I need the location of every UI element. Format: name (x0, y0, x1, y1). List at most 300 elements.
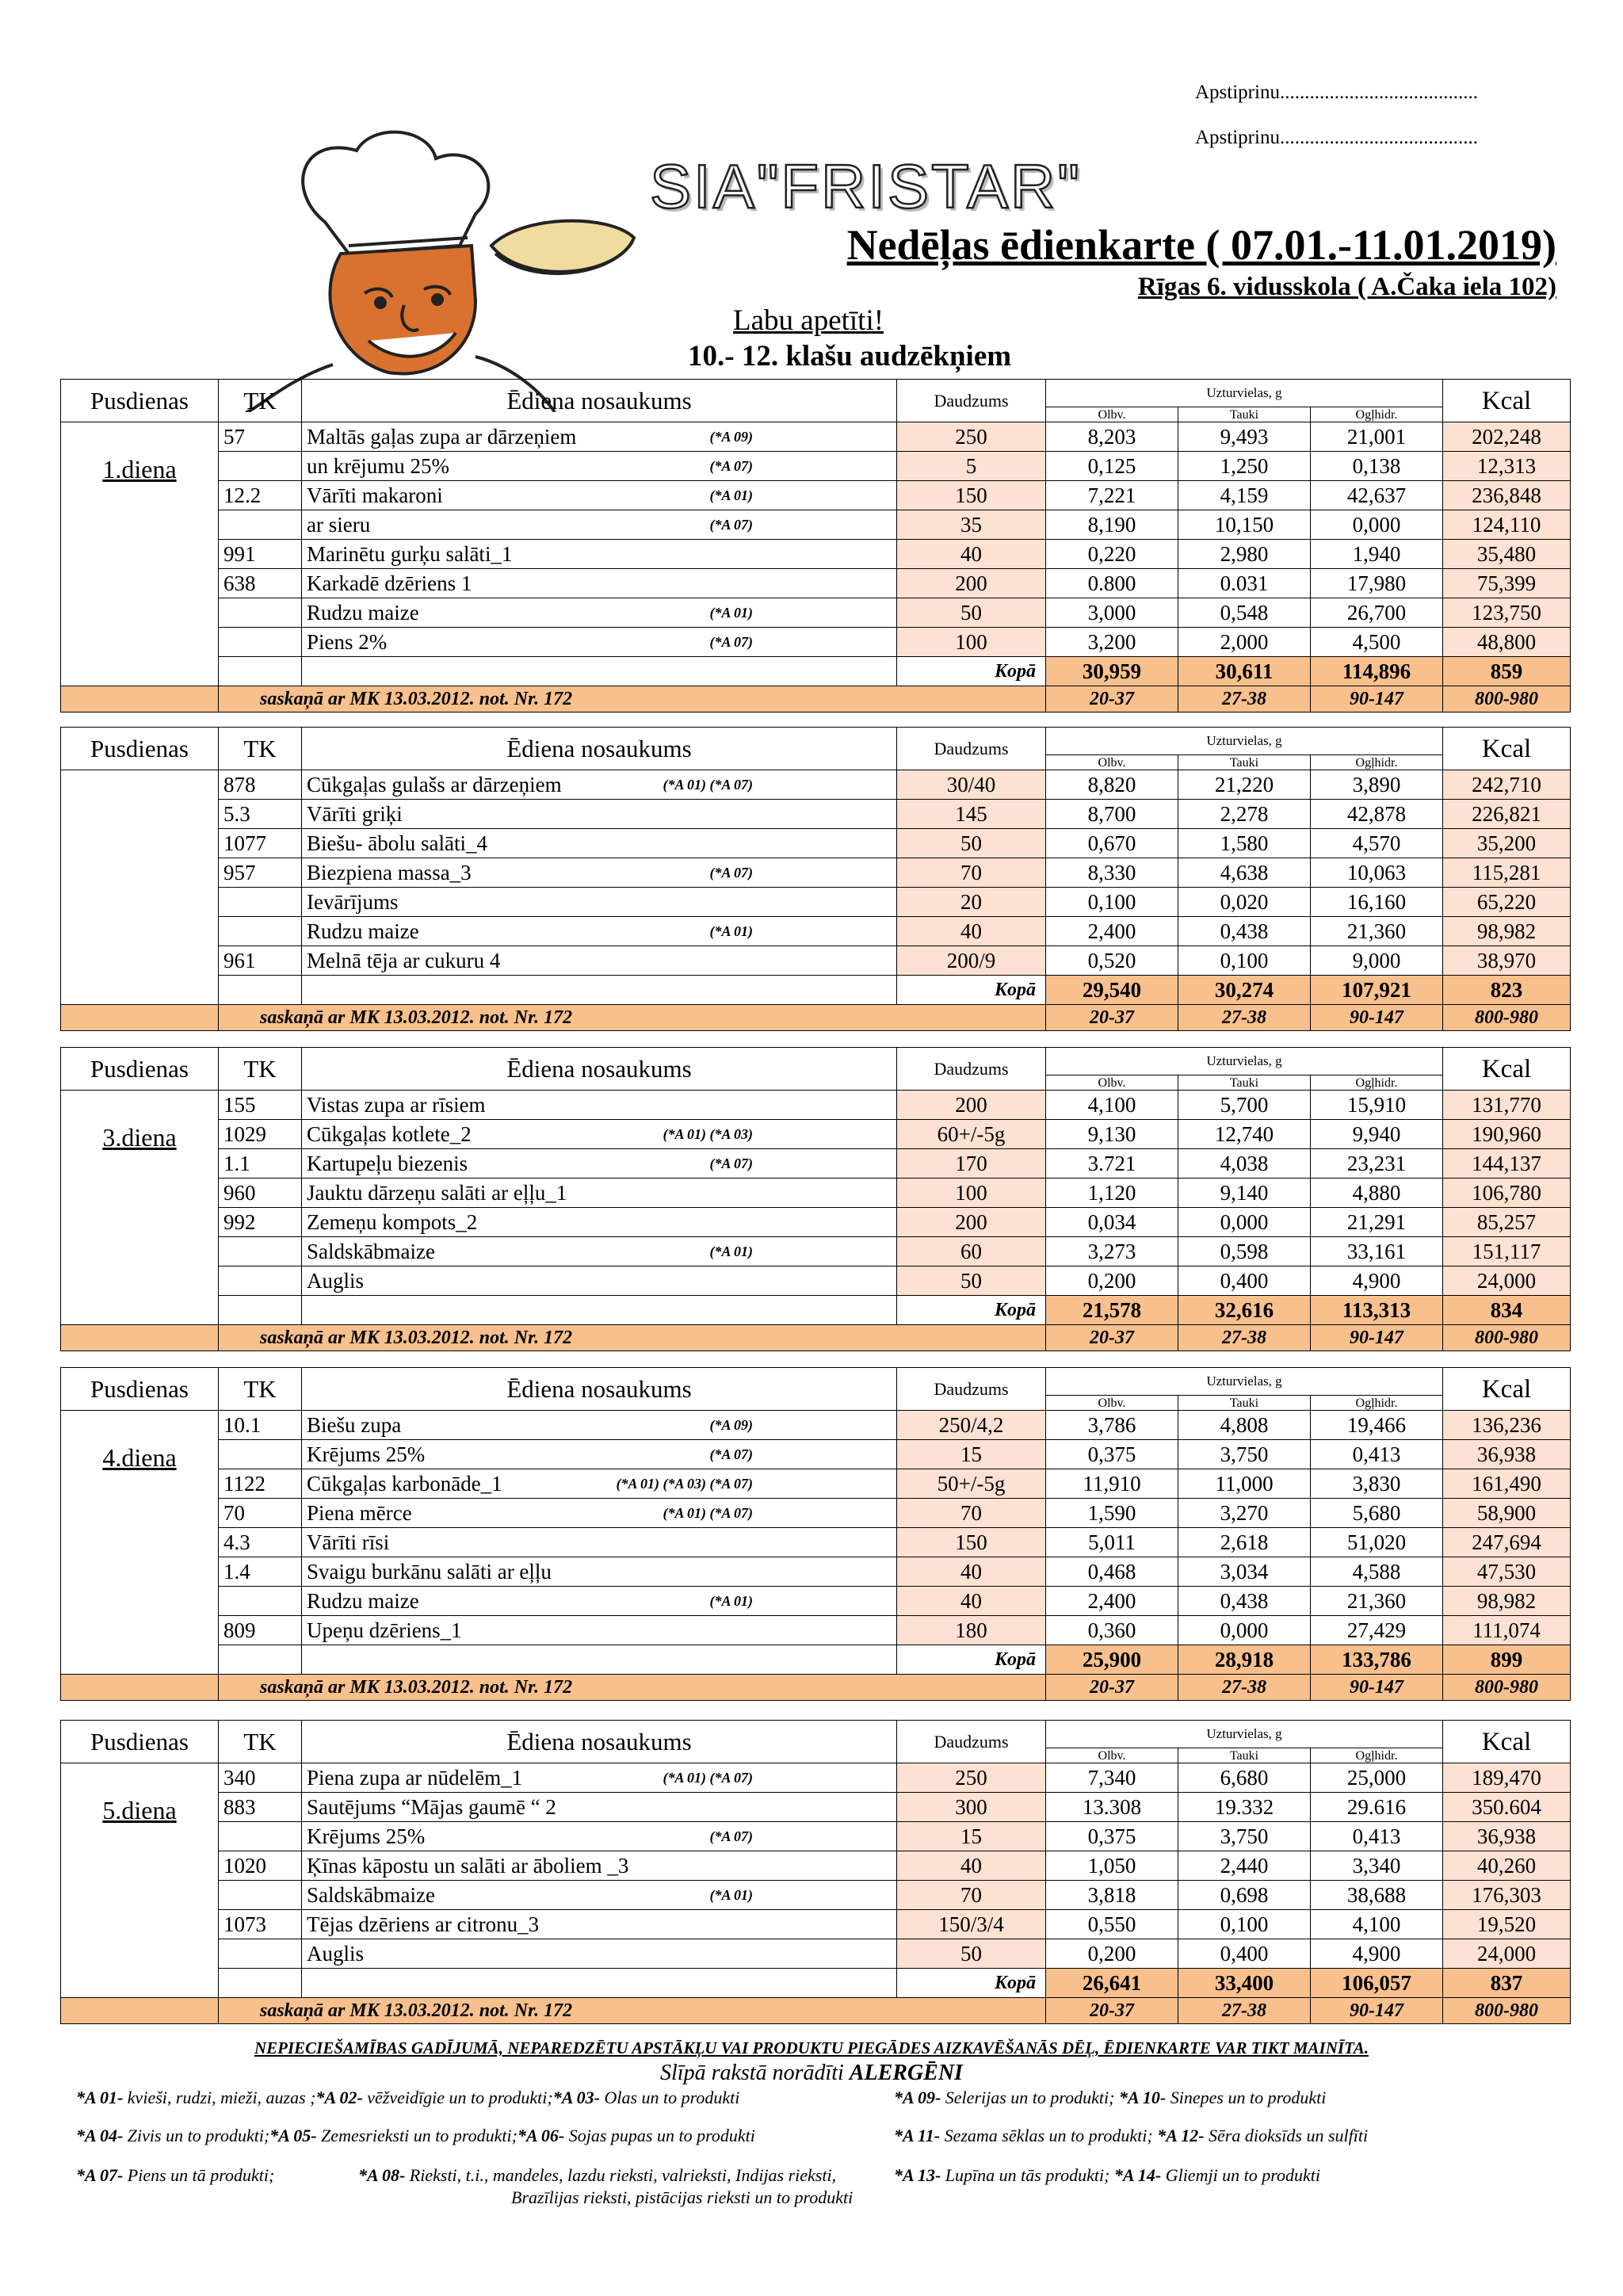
dish-cell (302, 1120, 897, 1149)
dish-cell (302, 1149, 897, 1179)
dish-cell (302, 510, 897, 540)
dish-name: Marinētu gurķu salāti_1 (307, 542, 513, 566)
tk-cell (219, 888, 302, 917)
norm-empty (61, 1675, 219, 1701)
dish-allergen: (*A 01) (*A 07) (663, 777, 753, 793)
col-name: Ēdiena nosaukums (302, 1721, 897, 1763)
total-olbv: 25,900 (1046, 1645, 1178, 1675)
allergen-code: *A 03- (552, 2088, 600, 2107)
col-pusdienas: Pusdienas (61, 1721, 219, 1763)
dish-name: Cūkgaļas gulašs ar dārzeņiem (307, 773, 562, 797)
olbv-cell: 7,340 (1046, 1763, 1178, 1793)
dish-cell (302, 1793, 897, 1822)
total-olbv: 21,578 (1046, 1296, 1178, 1325)
qty-cell: 5 (897, 452, 1046, 481)
norm-olbv: 20-37 (1046, 686, 1178, 712)
table-row (61, 1851, 1571, 1881)
total-label: Kopā (897, 657, 1046, 686)
day-table-1 (60, 379, 1571, 712)
norm-empty (61, 1005, 219, 1031)
classes-text: 10.- 12. klašu audzēkņiem (688, 340, 1012, 372)
col-kcal: Kcal (1443, 1721, 1571, 1763)
dish-cell (302, 1440, 897, 1469)
tk-cell (219, 1822, 302, 1851)
total-tauki: 30,274 (1178, 976, 1311, 1005)
olbv-cell: 9,130 (1046, 1120, 1178, 1149)
dish-name: Vārīti makaroni (307, 483, 443, 507)
dish-cell (302, 1208, 897, 1237)
olbv-cell: 4,100 (1046, 1091, 1178, 1120)
oglhidr-cell: 29.616 (1311, 1793, 1443, 1822)
tk-cell: 991 (219, 540, 302, 569)
oglhidr-cell: 19,466 (1311, 1411, 1443, 1440)
oglhidr-cell: 0,138 (1311, 452, 1443, 481)
allergen-code: *A 12- (1157, 2126, 1205, 2145)
total-oglhidr: 114,896 (1311, 657, 1443, 686)
col-olbv: Olbv. (1046, 755, 1178, 770)
kcal-cell: 131,770 (1443, 1091, 1571, 1120)
table-row (61, 858, 1571, 888)
olbv-cell: 8,190 (1046, 510, 1178, 540)
qty-cell: 15 (897, 1822, 1046, 1851)
dish-name: Upeņu dzēriens_1 (307, 1618, 462, 1642)
qty-cell: 100 (897, 628, 1046, 657)
total-row (61, 1969, 1571, 1998)
day-table-2 (60, 727, 1571, 1031)
dish-name: ar sieru (307, 513, 371, 537)
col-qty: Daudzums (897, 1721, 1046, 1763)
tk-cell: 1.4 (219, 1557, 302, 1587)
norm-text: saskaņā ar MK 13.03.2012. not. Nr. 172 (219, 686, 1046, 712)
tauki-cell: 0,100 (1178, 1910, 1311, 1939)
tauki-cell: 9,140 (1178, 1179, 1311, 1208)
total-tauki: 33,400 (1178, 1969, 1311, 1998)
table-row (61, 1411, 1571, 1440)
col-nutrients: Uzturvielas, g (1046, 1721, 1443, 1748)
table-row (61, 422, 1571, 452)
olbv-cell: 0,125 (1046, 452, 1178, 481)
tauki-cell: 0,400 (1178, 1266, 1311, 1296)
norm-kcal: 800-980 (1443, 1325, 1571, 1351)
dish-name: Vistas zupa ar rīsiem (307, 1093, 486, 1117)
dish-name: Krējums 25% (307, 1442, 426, 1466)
tk-cell: 12.2 (219, 481, 302, 510)
qty-cell: 150 (897, 1528, 1046, 1557)
norm-text: saskaņā ar MK 13.03.2012. not. Nr. 172 (219, 1998, 1046, 2024)
kcal-cell: 123,750 (1443, 598, 1571, 628)
allergen-code: *A 14- (1113, 2165, 1162, 2185)
dish-cell (302, 1266, 897, 1296)
col-qty: Daudzums (897, 728, 1046, 770)
dish-cell (302, 888, 897, 917)
page-title: Nedēļas ēdienkarte ( 07.01.-11.01.2019) (846, 221, 1556, 269)
total-name-empty (302, 1969, 897, 1998)
table-row (61, 1499, 1571, 1528)
legend-line (894, 2088, 1326, 2108)
tk-cell: 57 (219, 422, 302, 452)
allergen-code: *A 06- (517, 2126, 565, 2145)
qty-cell: 70 (897, 1881, 1046, 1910)
col-olbv: Olbv. (1046, 407, 1178, 422)
dish-name: Cūkgaļas karbonāde_1 (307, 1472, 502, 1496)
oglhidr-cell: 21,360 (1311, 917, 1443, 946)
tk-cell: 957 (219, 858, 302, 888)
total-tk-empty (219, 976, 302, 1005)
total-label: Kopā (897, 1645, 1046, 1675)
oglhidr-cell: 4,570 (1311, 829, 1443, 858)
table-row (61, 1208, 1571, 1237)
allergen-desc: Lupīna un tās produkti; (941, 2165, 1114, 2185)
norm-empty (61, 1998, 219, 2024)
approval-line-2: Apstiprinu........................................ (1195, 127, 1478, 148)
allergen-desc: Sezama sēklas un to produkti; (940, 2126, 1158, 2145)
table-row (61, 1939, 1571, 1969)
tauki-cell: 5,700 (1178, 1091, 1311, 1120)
col-kcal: Kcal (1443, 380, 1571, 422)
dish-name: Melnā tēja ar cukuru 4 (307, 949, 501, 972)
col-nutrients: Uzturvielas, g (1046, 728, 1443, 755)
oglhidr-cell: 0,000 (1311, 510, 1443, 540)
norm-text: saskaņā ar MK 13.03.2012. not. Nr. 172 (219, 1325, 1046, 1351)
dish-name: Maltās gaļas zupa ar dārzeņiem (307, 425, 577, 449)
olbv-cell: 0,034 (1046, 1208, 1178, 1237)
tauki-cell: 12,740 (1178, 1120, 1311, 1149)
kcal-cell: 144,137 (1443, 1149, 1571, 1179)
allergen-code: *A 02- (315, 2088, 363, 2107)
dish-name: Sautējums “Mājas gaumē “ 2 (307, 1795, 556, 1819)
col-name: Ēdiena nosaukums (302, 1368, 897, 1411)
dish-allergen: (*A 01) (*A 07) (663, 1770, 753, 1786)
dish-cell (302, 1091, 897, 1120)
norm-row (61, 1998, 1571, 2024)
qty-cell: 180 (897, 1616, 1046, 1645)
dish-cell (302, 1237, 897, 1266)
olbv-cell: 3,273 (1046, 1237, 1178, 1266)
qty-cell: 150/3/4 (897, 1910, 1046, 1939)
tauki-cell: 3,270 (1178, 1499, 1311, 1528)
dish-name: Zemeņu kompots_2 (307, 1210, 478, 1234)
legend-line (894, 2126, 1368, 2146)
chef-illustration (238, 127, 650, 412)
school-subtitle: Rīgas 6. vidusskola ( A.Čaka iela 102) (1137, 273, 1556, 301)
oglhidr-cell: 1,940 (1311, 540, 1443, 569)
dish-cell (302, 569, 897, 598)
col-olbv: Olbv. (1046, 1075, 1178, 1091)
table-row (61, 569, 1571, 598)
dish-allergen: (*A 07) (709, 1446, 753, 1462)
kcal-cell: 40,260 (1443, 1851, 1571, 1881)
tk-cell: 155 (219, 1091, 302, 1120)
tauki-cell: 4,638 (1178, 858, 1311, 888)
dish-cell (302, 1910, 897, 1939)
day-name (61, 770, 219, 1005)
tauki-cell: 4,159 (1178, 481, 1311, 510)
tk-cell: 70 (219, 1499, 302, 1528)
col-oglhidr: Ogļhidr. (1311, 1748, 1443, 1763)
oglhidr-cell: 26,700 (1311, 598, 1443, 628)
tk-cell: 638 (219, 569, 302, 598)
olbv-cell: 0,670 (1046, 829, 1178, 858)
kcal-cell: 247,694 (1443, 1528, 1571, 1557)
dish-allergen: (*A 07) (709, 1828, 753, 1844)
qty-cell: 35 (897, 510, 1046, 540)
legend-line (76, 2165, 274, 2186)
olbv-cell: 1,590 (1046, 1499, 1178, 1528)
oglhidr-cell: 4,100 (1311, 1910, 1443, 1939)
tk-cell (219, 628, 302, 657)
day-table-4 (60, 1367, 1571, 1701)
dish-cell (302, 1528, 897, 1557)
table-row (61, 628, 1571, 657)
tauki-cell: 0,548 (1178, 598, 1311, 628)
tk-cell: 1073 (219, 1910, 302, 1939)
tk-cell (219, 1939, 302, 1969)
kcal-cell: 226,821 (1443, 800, 1571, 829)
oglhidr-cell: 4,880 (1311, 1179, 1443, 1208)
total-tk-empty (219, 1296, 302, 1325)
col-oglhidr: Ogļhidr. (1311, 1075, 1443, 1091)
dish-cell (302, 1179, 897, 1208)
dish-allergen: (*A 01) (*A 03) (663, 1126, 753, 1142)
dish-name: Karkadē dzēriens 1 (307, 571, 472, 595)
col-tk: TK (219, 1368, 302, 1411)
tk-cell: 1077 (219, 829, 302, 858)
col-kcal: Kcal (1443, 728, 1571, 770)
norm-olbv: 20-37 (1046, 1005, 1178, 1031)
olbv-cell: 7,221 (1046, 481, 1178, 510)
allergen-note-text: Slīpā rakstā norādīti (660, 2061, 844, 2085)
col-tauki: Tauki (1178, 755, 1311, 770)
tk-cell: 809 (219, 1616, 302, 1645)
olbv-cell: 8,820 (1046, 770, 1178, 800)
kcal-cell: 47,530 (1443, 1557, 1571, 1587)
tauki-cell: 0,020 (1178, 888, 1311, 917)
total-label: Kopā (897, 1296, 1046, 1325)
qty-cell: 50 (897, 829, 1046, 858)
oglhidr-cell: 17,980 (1311, 569, 1443, 598)
tk-cell (219, 1440, 302, 1469)
table-row (61, 1881, 1571, 1910)
allergen-note (0, 2061, 1623, 2086)
table-row (61, 481, 1571, 510)
total-olbv: 26,641 (1046, 1969, 1178, 1998)
tauki-cell: 4,808 (1178, 1411, 1311, 1440)
allergen-desc: Sojas pupas un to produkti (564, 2126, 755, 2145)
tk-cell: 961 (219, 946, 302, 976)
dish-cell (302, 1939, 897, 1969)
dish-allergen: (*A 09) (709, 1417, 753, 1433)
table-row (61, 1763, 1571, 1793)
oglhidr-cell: 10,063 (1311, 858, 1443, 888)
olbv-cell: 0,200 (1046, 1266, 1178, 1296)
total-name-empty (302, 1645, 897, 1675)
dish-name: Krējums 25% (307, 1824, 426, 1848)
dish-name: Biešu zupa (307, 1413, 402, 1437)
qty-cell: 250 (897, 1763, 1046, 1793)
total-olbv: 30,959 (1046, 657, 1178, 686)
kcal-cell: 24,000 (1443, 1939, 1571, 1969)
kcal-cell: 19,520 (1443, 1910, 1571, 1939)
dish-name: Piena zupa ar nūdelēm_1 (307, 1766, 523, 1790)
olbv-cell: 0,220 (1046, 540, 1178, 569)
dish-name: Piens 2% (307, 630, 388, 654)
tauki-cell: 4,038 (1178, 1149, 1311, 1179)
col-qty: Daudzums (897, 1368, 1046, 1411)
kcal-cell: 65,220 (1443, 888, 1571, 917)
norm-empty (61, 1325, 219, 1351)
dish-name: Auglis (307, 1942, 365, 1966)
olbv-cell: 0,375 (1046, 1822, 1178, 1851)
qty-cell: 50 (897, 1266, 1046, 1296)
tk-cell: 1.1 (219, 1149, 302, 1179)
qty-cell: 100 (897, 1179, 1046, 1208)
table-row (61, 540, 1571, 569)
tk-cell: 1122 (219, 1469, 302, 1499)
tk-cell (219, 917, 302, 946)
dish-cell (302, 1822, 897, 1851)
kcal-cell: 242,710 (1443, 770, 1571, 800)
tauki-cell: 0,400 (1178, 1939, 1311, 1969)
norm-kcal: 800-980 (1443, 686, 1571, 712)
norm-kcal: 800-980 (1443, 1675, 1571, 1701)
norm-row (61, 1005, 1571, 1031)
legend-line (76, 2088, 739, 2108)
dish-allergen: (*A 01) (*A 07) (663, 1505, 753, 1521)
qty-cell: 15 (897, 1440, 1046, 1469)
day-table-3 (60, 1047, 1571, 1351)
dish-cell (302, 1616, 897, 1645)
col-olbv: Olbv. (1046, 1396, 1178, 1411)
dish-allergen: (*A 07) (709, 634, 753, 650)
col-tauki: Tauki (1178, 1748, 1311, 1763)
qty-cell: 50+/-5g (897, 1469, 1046, 1499)
tauki-cell: 21,220 (1178, 770, 1311, 800)
total-kcal: 823 (1443, 976, 1571, 1005)
legend-line (358, 2165, 836, 2186)
norm-oglhidr: 90-147 (1311, 1998, 1443, 2024)
kcal-cell: 124,110 (1443, 510, 1571, 540)
kcal-cell: 24,000 (1443, 1266, 1571, 1296)
tauki-cell: 3,750 (1178, 1822, 1311, 1851)
tk-cell (219, 598, 302, 628)
tauki-cell: 0.031 (1178, 569, 1311, 598)
oglhidr-cell: 27,429 (1311, 1616, 1443, 1645)
oglhidr-cell: 38,688 (1311, 1881, 1443, 1910)
dish-name: Vārīti rīsi (307, 1530, 390, 1554)
tauki-cell: 2,980 (1178, 540, 1311, 569)
qty-cell: 200/9 (897, 946, 1046, 976)
dish-cell (302, 917, 897, 946)
col-tk: TK (219, 380, 302, 422)
col-kcal: Kcal (1443, 1048, 1571, 1091)
olbv-cell: 3,818 (1046, 1881, 1178, 1910)
kcal-cell: 136,236 (1443, 1411, 1571, 1440)
col-nutrients: Uzturvielas, g (1046, 380, 1443, 407)
qty-cell: 200 (897, 1091, 1046, 1120)
tk-cell: 340 (219, 1763, 302, 1793)
olbv-cell: 0,375 (1046, 1440, 1178, 1469)
kcal-cell: 176,303 (1443, 1881, 1571, 1910)
norm-tauki: 27-38 (1178, 686, 1311, 712)
qty-cell: 145 (897, 800, 1046, 829)
tk-cell: 878 (219, 770, 302, 800)
dish-name: Vārīti griķi (307, 802, 403, 826)
allergen-word: ALERGĒNI (849, 2061, 963, 2085)
allergen-code: *A 09- (894, 2088, 941, 2107)
table-row (61, 829, 1571, 858)
oglhidr-cell: 3,890 (1311, 770, 1443, 800)
col-oglhidr: Ogļhidr. (1311, 407, 1443, 422)
tauki-cell: 2,000 (1178, 628, 1311, 657)
col-pusdienas: Pusdienas (61, 1048, 219, 1091)
col-oglhidr: Ogļhidr. (1311, 755, 1443, 770)
oglhidr-cell: 3,340 (1311, 1851, 1443, 1881)
total-tk-empty (219, 1969, 302, 1998)
dish-cell (302, 858, 897, 888)
qty-cell: 150 (897, 481, 1046, 510)
qty-cell: 40 (897, 917, 1046, 946)
tauki-cell: 3,750 (1178, 1440, 1311, 1469)
dish-cell (302, 770, 897, 800)
table-row (61, 452, 1571, 481)
tauki-cell: 10,150 (1178, 510, 1311, 540)
allergen-desc: Zemesrieksti un to produkti; (316, 2126, 517, 2145)
kcal-cell: 106,780 (1443, 1179, 1571, 1208)
total-oglhidr: 133,786 (1311, 1645, 1443, 1675)
dish-cell (302, 628, 897, 657)
kcal-cell: 350.604 (1443, 1793, 1571, 1822)
allergen-desc: Selerijas un to produkti; (941, 2088, 1119, 2107)
col-nutrients: Uzturvielas, g (1046, 1368, 1443, 1396)
tk-cell (219, 1587, 302, 1616)
kcal-cell: 35,200 (1443, 829, 1571, 858)
dish-allergen: (*A 07) (709, 458, 753, 474)
kcal-cell: 12,313 (1443, 452, 1571, 481)
table-row (61, 770, 1571, 800)
qty-cell: 70 (897, 1499, 1046, 1528)
norm-olbv: 20-37 (1046, 1675, 1178, 1701)
approval-line-1: Apstiprinu........................................ (1195, 82, 1478, 103)
dish-name: Ievārījums (307, 890, 399, 914)
olbv-cell: 0,360 (1046, 1616, 1178, 1645)
oglhidr-cell: 16,160 (1311, 888, 1443, 917)
col-tauki: Tauki (1178, 1075, 1311, 1091)
allergen-desc: Sēra dioksīds un sulfīti (1204, 2126, 1369, 2145)
qty-cell: 200 (897, 569, 1046, 598)
change-notice: NEPIECIEŠAMĪBAS GADĪJUMĀ, NEPAREDZĒTU APSTĀKĻU VAI PRODUKTU PIEGĀDES AIZKAVĒŠANĀS DĒĻ, ĒDIENKARTE VAR TIKT MAINĪTA. (254, 2038, 1369, 2057)
dish-name: Rudzu maize (307, 601, 419, 625)
dish-name: un krējumu 25% (307, 454, 449, 478)
allergen-desc: Rieksti, t.i., mandeles, lazdu rieksti, valrieksti, Indijas rieksti, (405, 2165, 837, 2185)
dish-name: Saldskābmaize (307, 1883, 435, 1907)
dish-cell (302, 481, 897, 510)
kcal-cell: 202,248 (1443, 422, 1571, 452)
qty-cell: 60+/-5g (897, 1120, 1046, 1149)
kcal-cell: 115,281 (1443, 858, 1571, 888)
qty-cell: 50 (897, 598, 1046, 628)
qty-cell: 70 (897, 858, 1046, 888)
kcal-cell: 58,900 (1443, 1499, 1571, 1528)
dish-cell (302, 800, 897, 829)
allergen-desc: Piens un tā produkti; (123, 2165, 275, 2185)
table-row (61, 1822, 1571, 1851)
dish-cell (302, 1557, 897, 1587)
kcal-cell: 85,257 (1443, 1208, 1571, 1237)
tauki-cell: 0,598 (1178, 1237, 1311, 1266)
tauki-cell: 1,580 (1178, 829, 1311, 858)
col-olbv: Olbv. (1046, 1748, 1178, 1763)
dish-cell (302, 422, 897, 452)
